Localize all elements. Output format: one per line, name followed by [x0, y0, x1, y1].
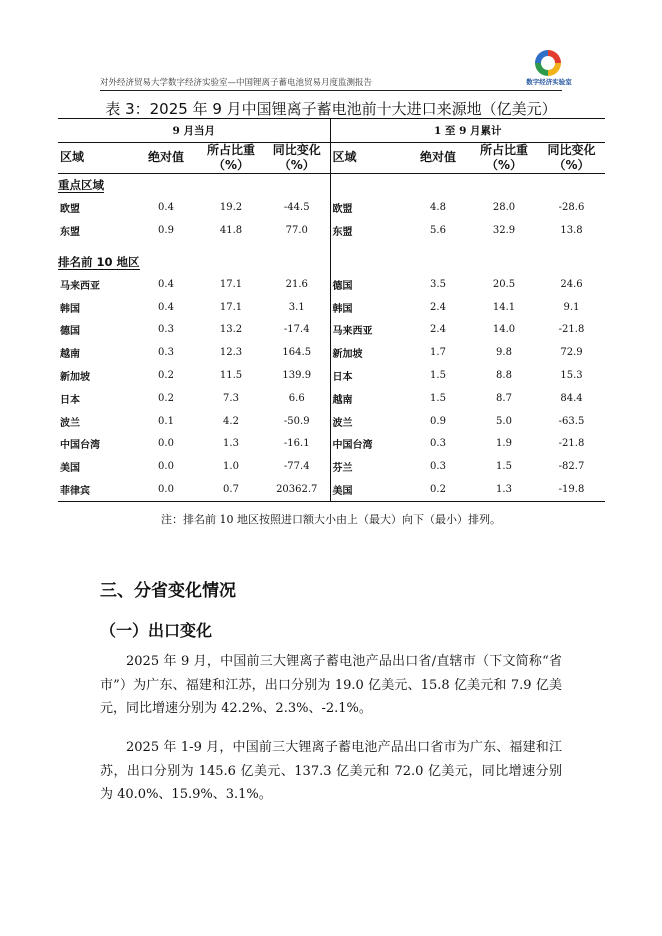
cell-abs-left: 0.0 — [158, 461, 174, 473]
cell-region-left: 韩国 — [60, 303, 80, 315]
cell-share-right: 5.0 — [496, 415, 512, 427]
cell-abs-left: 0.9 — [158, 225, 174, 237]
col-region-left: 区域 — [58, 142, 134, 173]
cell-region-right: 芬兰 — [332, 463, 353, 475]
cell-abs-left: 0.1 — [158, 415, 174, 427]
cell-region-left: 日本 — [60, 394, 80, 406]
cell-yoy-right: -19.8 — [538, 478, 605, 501]
cell-yoy-right: -21.8 — [558, 438, 585, 450]
cell-abs-right: 4.8 — [430, 202, 446, 214]
cell-region-left: 欧盟 — [60, 204, 80, 216]
cell-region-left: 马来西亚 — [60, 280, 100, 292]
col-region-right: 区域 — [330, 142, 406, 173]
table-title: 表 3：2025 年 9 月中国锂离子蓄电池前十大进口来源地（亿美元） — [105, 100, 557, 118]
cell-yoy-left: 21.6 — [264, 273, 330, 296]
cell-yoy-left: -77.4 — [264, 455, 330, 478]
cell-share-right: 8.7 — [496, 392, 512, 404]
cell-yoy-right: 72.9 — [560, 347, 583, 359]
cell-yoy-right: 9.1 — [563, 301, 580, 313]
cell-share-left: 1.3 — [223, 438, 239, 450]
cell-share-right: 20.5 — [492, 278, 516, 290]
paragraph-cumulative: 2025 年 1-9 月，中国前三大锂离子蓄电池产品出口省市为广东、福建和江苏，出口分别为 145.6 亿美元、137.3 亿美元和 72.0 亿美元，同比增速分别为 40.0%、15.9%、3.1%。 — [100, 740, 562, 802]
cell-abs-right: 0.9 — [430, 415, 446, 427]
cell-yoy-left: 3.1 — [264, 296, 330, 319]
cell-region-left: 新加坡 — [60, 372, 90, 384]
col-share-left: 所占比重 （%） — [198, 142, 264, 173]
cell-share-left: 1.0 — [223, 461, 239, 473]
cell-share-left: 7.3 — [223, 392, 239, 404]
cell-share-right: 14.1 — [492, 301, 516, 313]
col-share-right: 所占比重 （%） — [470, 142, 538, 173]
cell-yoy-left: 139.9 — [264, 364, 330, 387]
cell-abs-left: 0.4 — [158, 278, 174, 290]
cell-share-right: 32.9 — [492, 225, 516, 237]
table-row — [58, 478, 605, 501]
cell-yoy-right: -21.8 — [558, 324, 585, 336]
cell-abs-left: 0.4 — [158, 301, 174, 313]
cell-abs-right: 1.7 — [430, 347, 446, 359]
table-row — [58, 341, 605, 364]
cell-share-left: 17.1 — [219, 278, 243, 290]
paragraph-september: 2025 年 9 月，中国前三大锂离子蓄电池产品出口省/直辖市（下文简称“省市”）为广东、福建和江苏，出口分别为 19.0 亿美元、15.8 亿美元和 7.9 亿美元，同比增速分别为 42.2%、2.3%、-2.1%。 — [100, 654, 562, 716]
logo-text: 数字经济实验室 — [526, 78, 572, 86]
table-row — [58, 364, 605, 387]
cell-abs-right: 0.3 — [430, 461, 446, 473]
cell-yoy-left: -16.1 — [264, 433, 330, 456]
table-row — [58, 197, 605, 220]
table-row — [58, 433, 605, 456]
cell-share-left: 19.2 — [219, 202, 243, 214]
cell-yoy-right: 84.4 — [560, 392, 583, 404]
col-abs-right: 绝对值 — [406, 142, 470, 173]
group-header-cumulative: 1 至 9 月累计 — [330, 119, 605, 143]
cell-yoy-left: -50.9 — [264, 410, 330, 433]
cell-region-right: 欧盟 — [332, 204, 353, 216]
cell-abs-left: 0.3 — [158, 347, 174, 359]
cell-yoy-right: 15.3 — [560, 370, 583, 382]
cell-share-left: 12.3 — [219, 347, 243, 359]
import-sources-table — [58, 118, 605, 502]
cell-yoy-left: -44.5 — [264, 197, 330, 220]
table-note: 注：排名前 10 地区按照进口额大小由上（最大）向下（最小）排列。 — [161, 513, 501, 526]
cell-abs-right: 1.5 — [430, 392, 446, 404]
cell-share-left: 41.8 — [219, 225, 243, 237]
cell-abs-right: 2.4 — [430, 301, 446, 313]
table-row — [58, 319, 605, 342]
cell-region-right: 日本 — [332, 372, 353, 384]
cell-abs-left: 0.2 — [158, 392, 174, 404]
cell-yoy-right: 24.6 — [560, 278, 583, 290]
cell-region-left: 越南 — [60, 349, 80, 361]
col-yoy-right: 同比变化 （%） — [538, 142, 605, 173]
cell-region-left: 德国 — [60, 326, 80, 338]
section-top10-label: 排名前 10 地区 — [58, 250, 330, 273]
cell-yoy-left: -17.4 — [264, 319, 330, 342]
cell-yoy-right: -82.7 — [558, 461, 585, 473]
cell-region-right: 东盟 — [332, 227, 353, 239]
cell-abs-left: 0.0 — [158, 438, 174, 450]
cell-abs-left: 0.2 — [158, 370, 174, 382]
cell-abs-right: 0.2 — [406, 478, 470, 501]
cell-share-right: 9.8 — [496, 347, 512, 359]
cell-share-right: 1.9 — [496, 438, 512, 450]
cell-share-right: 14.0 — [492, 324, 516, 336]
cell-share-right: 1.3 — [470, 478, 538, 501]
cell-yoy-left: 77.0 — [264, 219, 330, 242]
cell-share-right: 1.5 — [496, 461, 512, 473]
cell-yoy-left: 6.6 — [264, 387, 330, 410]
cell-region-right: 德国 — [332, 280, 353, 292]
table-row — [58, 455, 605, 478]
cell-abs-right: 0.3 — [430, 438, 446, 450]
cell-share-left: 13.2 — [219, 324, 243, 336]
table-row — [58, 273, 605, 296]
header-divider — [100, 90, 562, 91]
col-abs-left: 绝对值 — [134, 142, 198, 173]
cell-region-right: 马来西亚 — [332, 326, 373, 338]
cell-region-right: 波兰 — [332, 417, 353, 429]
lab-logo — [520, 50, 578, 90]
table-row — [58, 296, 605, 319]
logo-emblem-icon — [535, 50, 561, 76]
cell-yoy-right: 13.8 — [560, 225, 583, 237]
cell-abs-left: 0.3 — [158, 324, 174, 336]
cell-region-right: 新加坡 — [332, 349, 363, 361]
cell-share-left: 0.7 — [198, 478, 264, 501]
cell-region-right: 美国 — [330, 478, 406, 501]
cell-share-left: 11.5 — [219, 370, 243, 382]
col-yoy-left: 同比变化 （%） — [264, 142, 330, 173]
cell-abs-left: 0.4 — [158, 202, 174, 214]
cell-abs-right: 1.5 — [430, 370, 446, 382]
subsection-title: （一）出口变化 — [100, 621, 213, 640]
cell-region-right: 韩国 — [332, 303, 353, 315]
cell-region-right: 越南 — [332, 394, 353, 406]
cell-share-right: 8.8 — [496, 370, 512, 382]
cell-yoy-left: 20362.7 — [264, 478, 330, 501]
cell-share-left: 17.1 — [219, 301, 243, 313]
cell-abs-left: 0.0 — [134, 478, 198, 501]
cell-abs-right: 2.4 — [430, 324, 446, 336]
cell-region-left: 中国台湾 — [60, 440, 100, 452]
cell-yoy-right: -63.5 — [558, 415, 585, 427]
cell-region-left: 波兰 — [60, 417, 80, 429]
table-row — [58, 387, 605, 410]
table-row — [58, 219, 605, 242]
cell-abs-right: 3.5 — [430, 278, 446, 290]
table-row — [58, 410, 605, 433]
cell-yoy-right: -28.6 — [558, 202, 585, 214]
cell-region-left: 美国 — [60, 463, 80, 475]
cell-share-left: 4.2 — [223, 415, 239, 427]
section-title: 三、分省变化情况 — [100, 581, 236, 601]
cell-region-left: 菲律宾 — [58, 478, 134, 501]
cell-abs-right: 5.6 — [430, 225, 446, 237]
cell-share-right: 28.0 — [492, 202, 516, 214]
cell-region-left: 东盟 — [60, 227, 80, 239]
report-header: 对外经济贸易大学数字经济实验室—中国锂离子蓄电池贸易月度监测报告 — [100, 78, 373, 88]
group-header-month: 9 月当月 — [58, 119, 330, 143]
cell-yoy-left: 164.5 — [264, 341, 330, 364]
section-focus-label: 重点区域 — [58, 173, 330, 196]
cell-region-right: 中国台湾 — [332, 440, 373, 452]
